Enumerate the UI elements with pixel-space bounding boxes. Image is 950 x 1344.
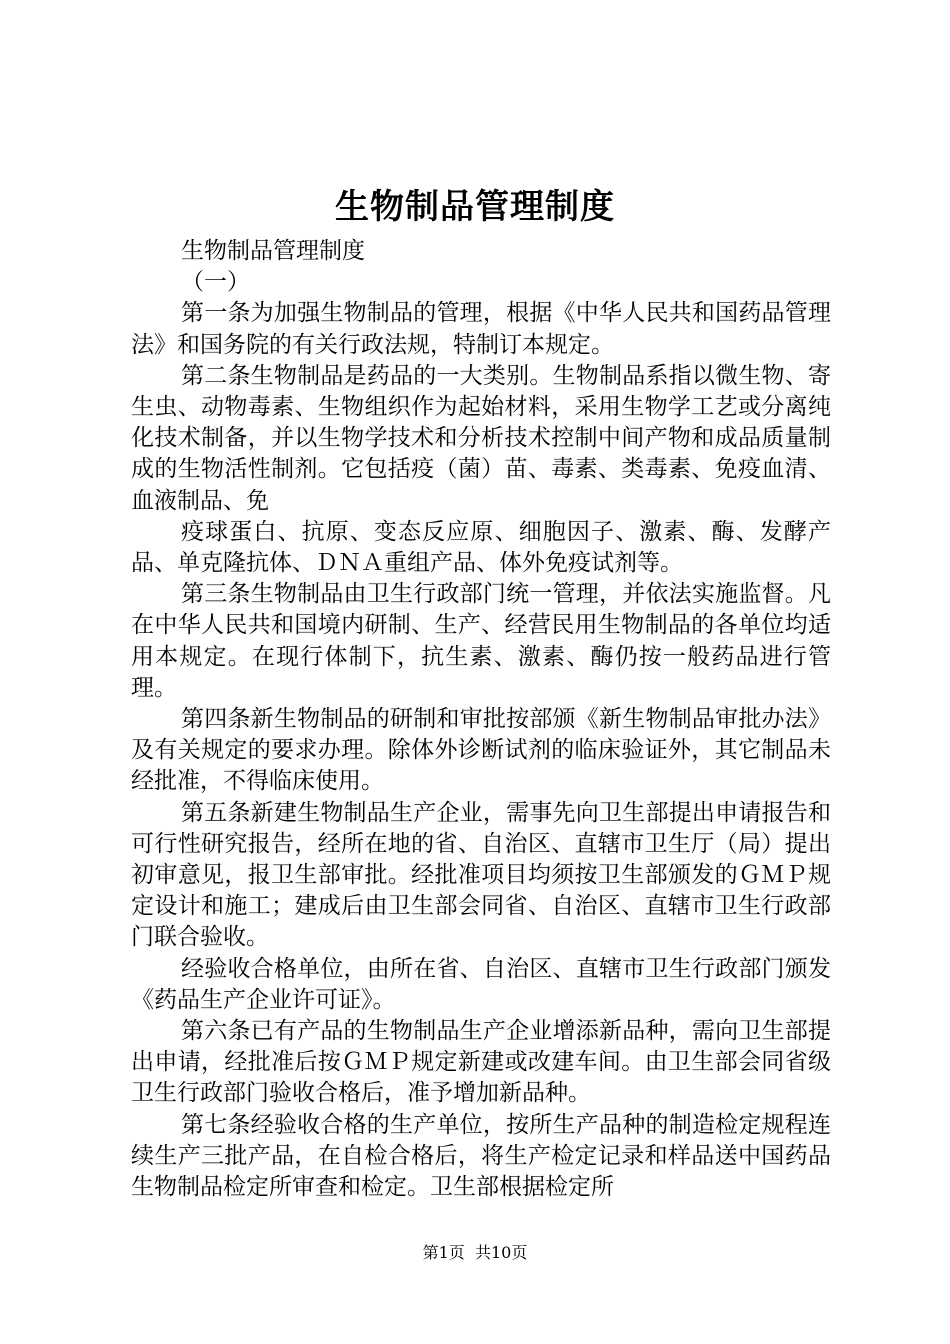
paragraph: 第五条新建生物制品生产企业，需事先向卫生部提出申请报告和可行性研究报告，经所在地的省、自治区、直辖市卫生厅（局）提出初审意见，报卫生部审批。经批准项目均须按卫生部颁发的ＧＭＰ规定设计和施工；建成后由卫生部会同省、自治区、直辖市卫生行政部门联合验收。 [131,799,831,951]
paragraph: 生物制品管理制度 [181,238,365,264]
paragraph: 经验收合格单位，由所在省、自治区、直辖市卫生行政部门颁发《药品生产企业许可证》。 [131,955,831,1013]
paragraph: 第一条为加强生物制品的管理，根据《中华人民共和国药品管理法》和国务院的有关行政法规，特制订本规定。 [131,300,831,358]
paragraph: 疫球蛋白、抗原、变态反应原、细胞因子、激素、酶、发酵产品、单克隆抗体、ＤＮＡ重组产品、体外免疫试剂等。 [131,518,831,577]
document-body [131,236,831,1203]
paragraph: 第七条经验收合格的生产单位，按所生产品种的制造检定规程连续生产三批产品，在自检合格后，将生产检定记录和样品送中国药品生物制品检定所审查和检定。卫生部根据检定所 [131,1111,831,1201]
paragraph: 第三条生物制品由卫生行政部门统一管理，并依法实施监督。凡在中华人民共和国境内研制、生产、经营民用生物制品的各单位均适用本规定。在现行体制下，抗生素、激素、酶仍按一般药品进行管理。 [131,581,831,701]
paragraph: 第四条新生物制品的研制和审批按部颁《新生物制品审批办法》及有关规定的要求办理。除体外诊断试剂的临床验证外，其它制品未经批准，不得临床使用。 [131,706,831,795]
page-number: 第1页 [422,1243,465,1262]
paragraph: 第六条已有产品的生物制品生产企业增添新品种，需向卫生部提出申请，经批准后按ＧＭＰ规定新建或改建车间。由卫生部会同省级卫生行政部门验收合格后，准予增加新品种。 [131,1018,831,1107]
document-title: 生物制品管理制度 [335,187,615,227]
page-footer [0,1240,950,1263]
paragraph: （一） [181,269,250,296]
page-total: 共10页 [474,1243,528,1262]
paragraph: 第二条生物制品是药品的一大类别。生物制品系指以微生物、寄生虫、动物毒素、生物组织作为起始材料，采用生物学工艺或分离纯化技术制备，并以生物学技术和分析技术控制中间产物和成品质量制成的生物活性制剂。它包括疫（菌）苗、毒素、类毒素、免疫血清、血液制品、免 [131,362,831,514]
